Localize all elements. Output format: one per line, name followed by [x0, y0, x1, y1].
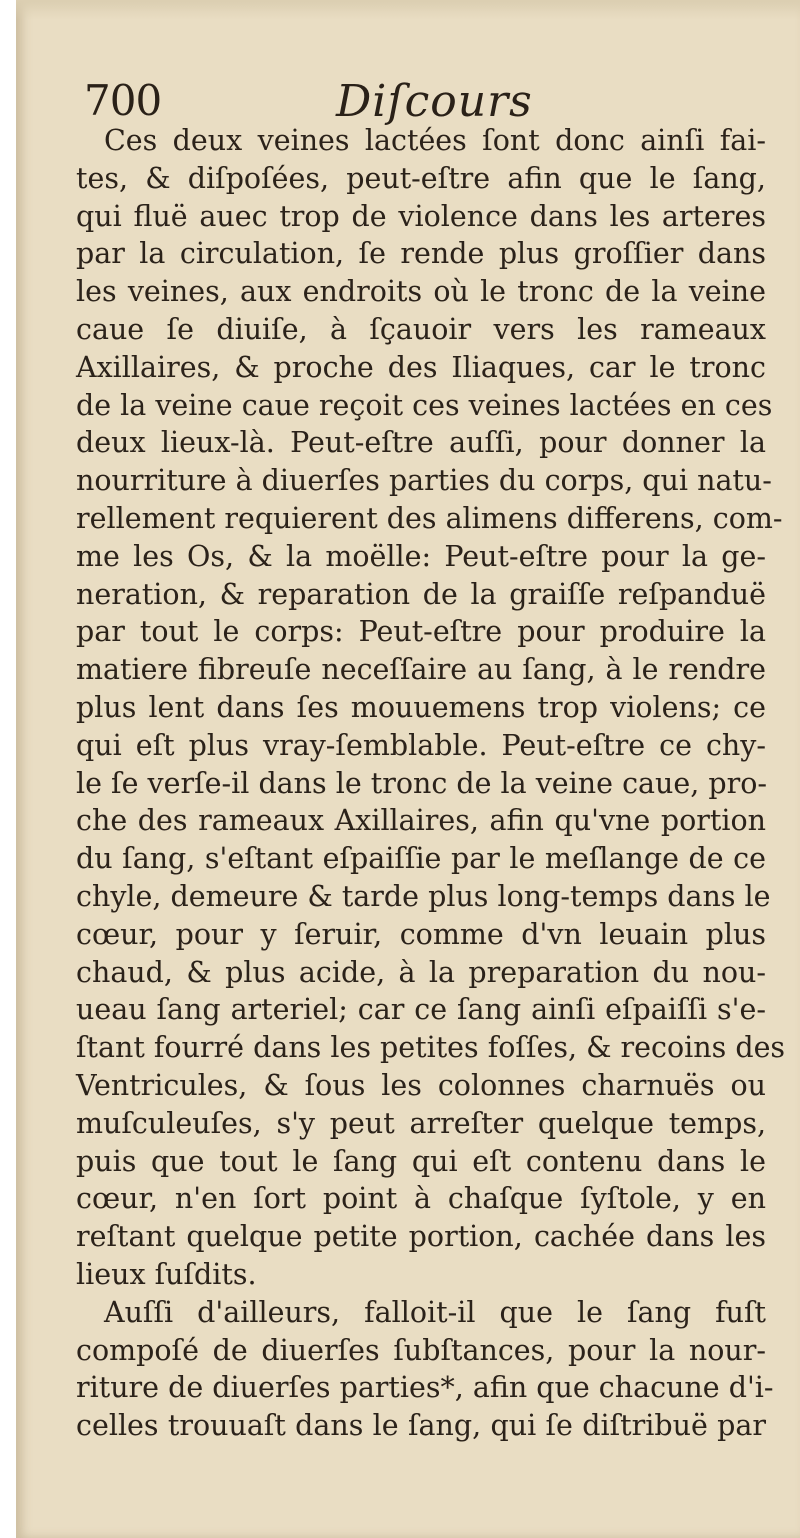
text-line: ſtant fourré dans les petites foſſes, & recoins des [76, 1031, 786, 1065]
text-line: par tout le corps: Peut-eſtre pour produire la [76, 615, 766, 649]
text-line: qui fluë auec trop de violence dans les arteres [76, 199, 766, 233]
text-line: puis que tout le ſang qui eſt contenu dans le [76, 1144, 766, 1178]
text-line: Ces deux veines lactées ſont donc ainſi fai- [104, 124, 766, 157]
text-line: Ventricules, & ſous les colonnes charnuës ou [76, 1068, 766, 1102]
text-line: tes, & diſpoſées, peut-eſtre afin que le ſang, [76, 161, 766, 195]
text-line: chaud, & plus acide, à la preparation du nou- [76, 955, 766, 989]
text-line: nourriture à diuerſes parties du corps, qui natu- [76, 464, 772, 498]
text-line: riture de diuerſes parties*, afin que chacune d'i- [76, 1371, 774, 1405]
text-line: lieux ſuſdits. [76, 1257, 257, 1291]
text-line: les veines, aux endroits où le tronc de la veine [76, 275, 766, 309]
text-line: celles trouuaſt dans le ſang, qui ſe diſtribuë par [76, 1409, 766, 1443]
text-line: de la veine caue reçoit ces veines lactées en ces [76, 388, 773, 422]
text-line: le ſe verſe-il dans le tronc de la veine caue, pro- [76, 766, 768, 800]
text-line: me les Os, & la moëlle: Peut-eſtre pour la ge- [76, 539, 766, 573]
text-line: reſtant quelque petite portion, cachée dans les [76, 1220, 766, 1254]
text-line: cœur, pour y ſeruir, comme d'vn leuain plus [76, 917, 766, 951]
page-number: 700 [84, 76, 162, 125]
text-line: deux lieux-là. Peut-eſtre auſſi, pour donner la [76, 426, 766, 460]
text-line: ueau ſang arteriel; car ce ſang ainſi eſpaiſſi s'e- [76, 993, 766, 1027]
text-line: che des rameaux Axillaires, afin qu'vne portion [76, 804, 766, 838]
paragraph-1 [76, 122, 786, 1294]
text-line: compoſé de diuerſes ſubſtances, pour la nour- [76, 1333, 766, 1367]
body-text [76, 122, 786, 1445]
text-line: rellement requierent des alimens differens, com- [76, 501, 783, 535]
text-line: Axillaires, & proche des Iliaques, car le tronc [76, 350, 766, 384]
text-line: neration, & reparation de la graiſſe reſpanduë [76, 577, 766, 611]
page-top-edge [16, 0, 800, 20]
running-title: Diſcours [336, 76, 533, 127]
text-line: chyle, demeure & tarde plus long-temps dans le [76, 879, 771, 913]
paragraph-2 [76, 1294, 774, 1445]
text-line: muſculeuſes, s'y peut arreſter quelque temps, [76, 1106, 766, 1140]
text-line: matiere fibreuſe neceſſaire au ſang, à le rendre [76, 653, 766, 687]
text-line: plus lent dans ſes mouuemens trop violens; ce [76, 690, 766, 724]
text-line: du ſang, s'eſtant eſpaiſſie par le meſlange de ce [76, 842, 766, 876]
text-line: cœur, n'en ſort point à chaſque ſyſtole, y en [76, 1182, 766, 1216]
text-line: caue ſe diuiſe, à ſçauoir vers les rameaux [76, 312, 766, 346]
text-line: par la circulation, ſe rende plus groſſier dans [76, 237, 766, 271]
text-line: Auſſi d'ailleurs, falloit-il que le ſang fuſt [104, 1295, 766, 1329]
text-line: qui eſt plus vray-ſemblable. Peut-eſtre ce chy- [76, 728, 766, 762]
